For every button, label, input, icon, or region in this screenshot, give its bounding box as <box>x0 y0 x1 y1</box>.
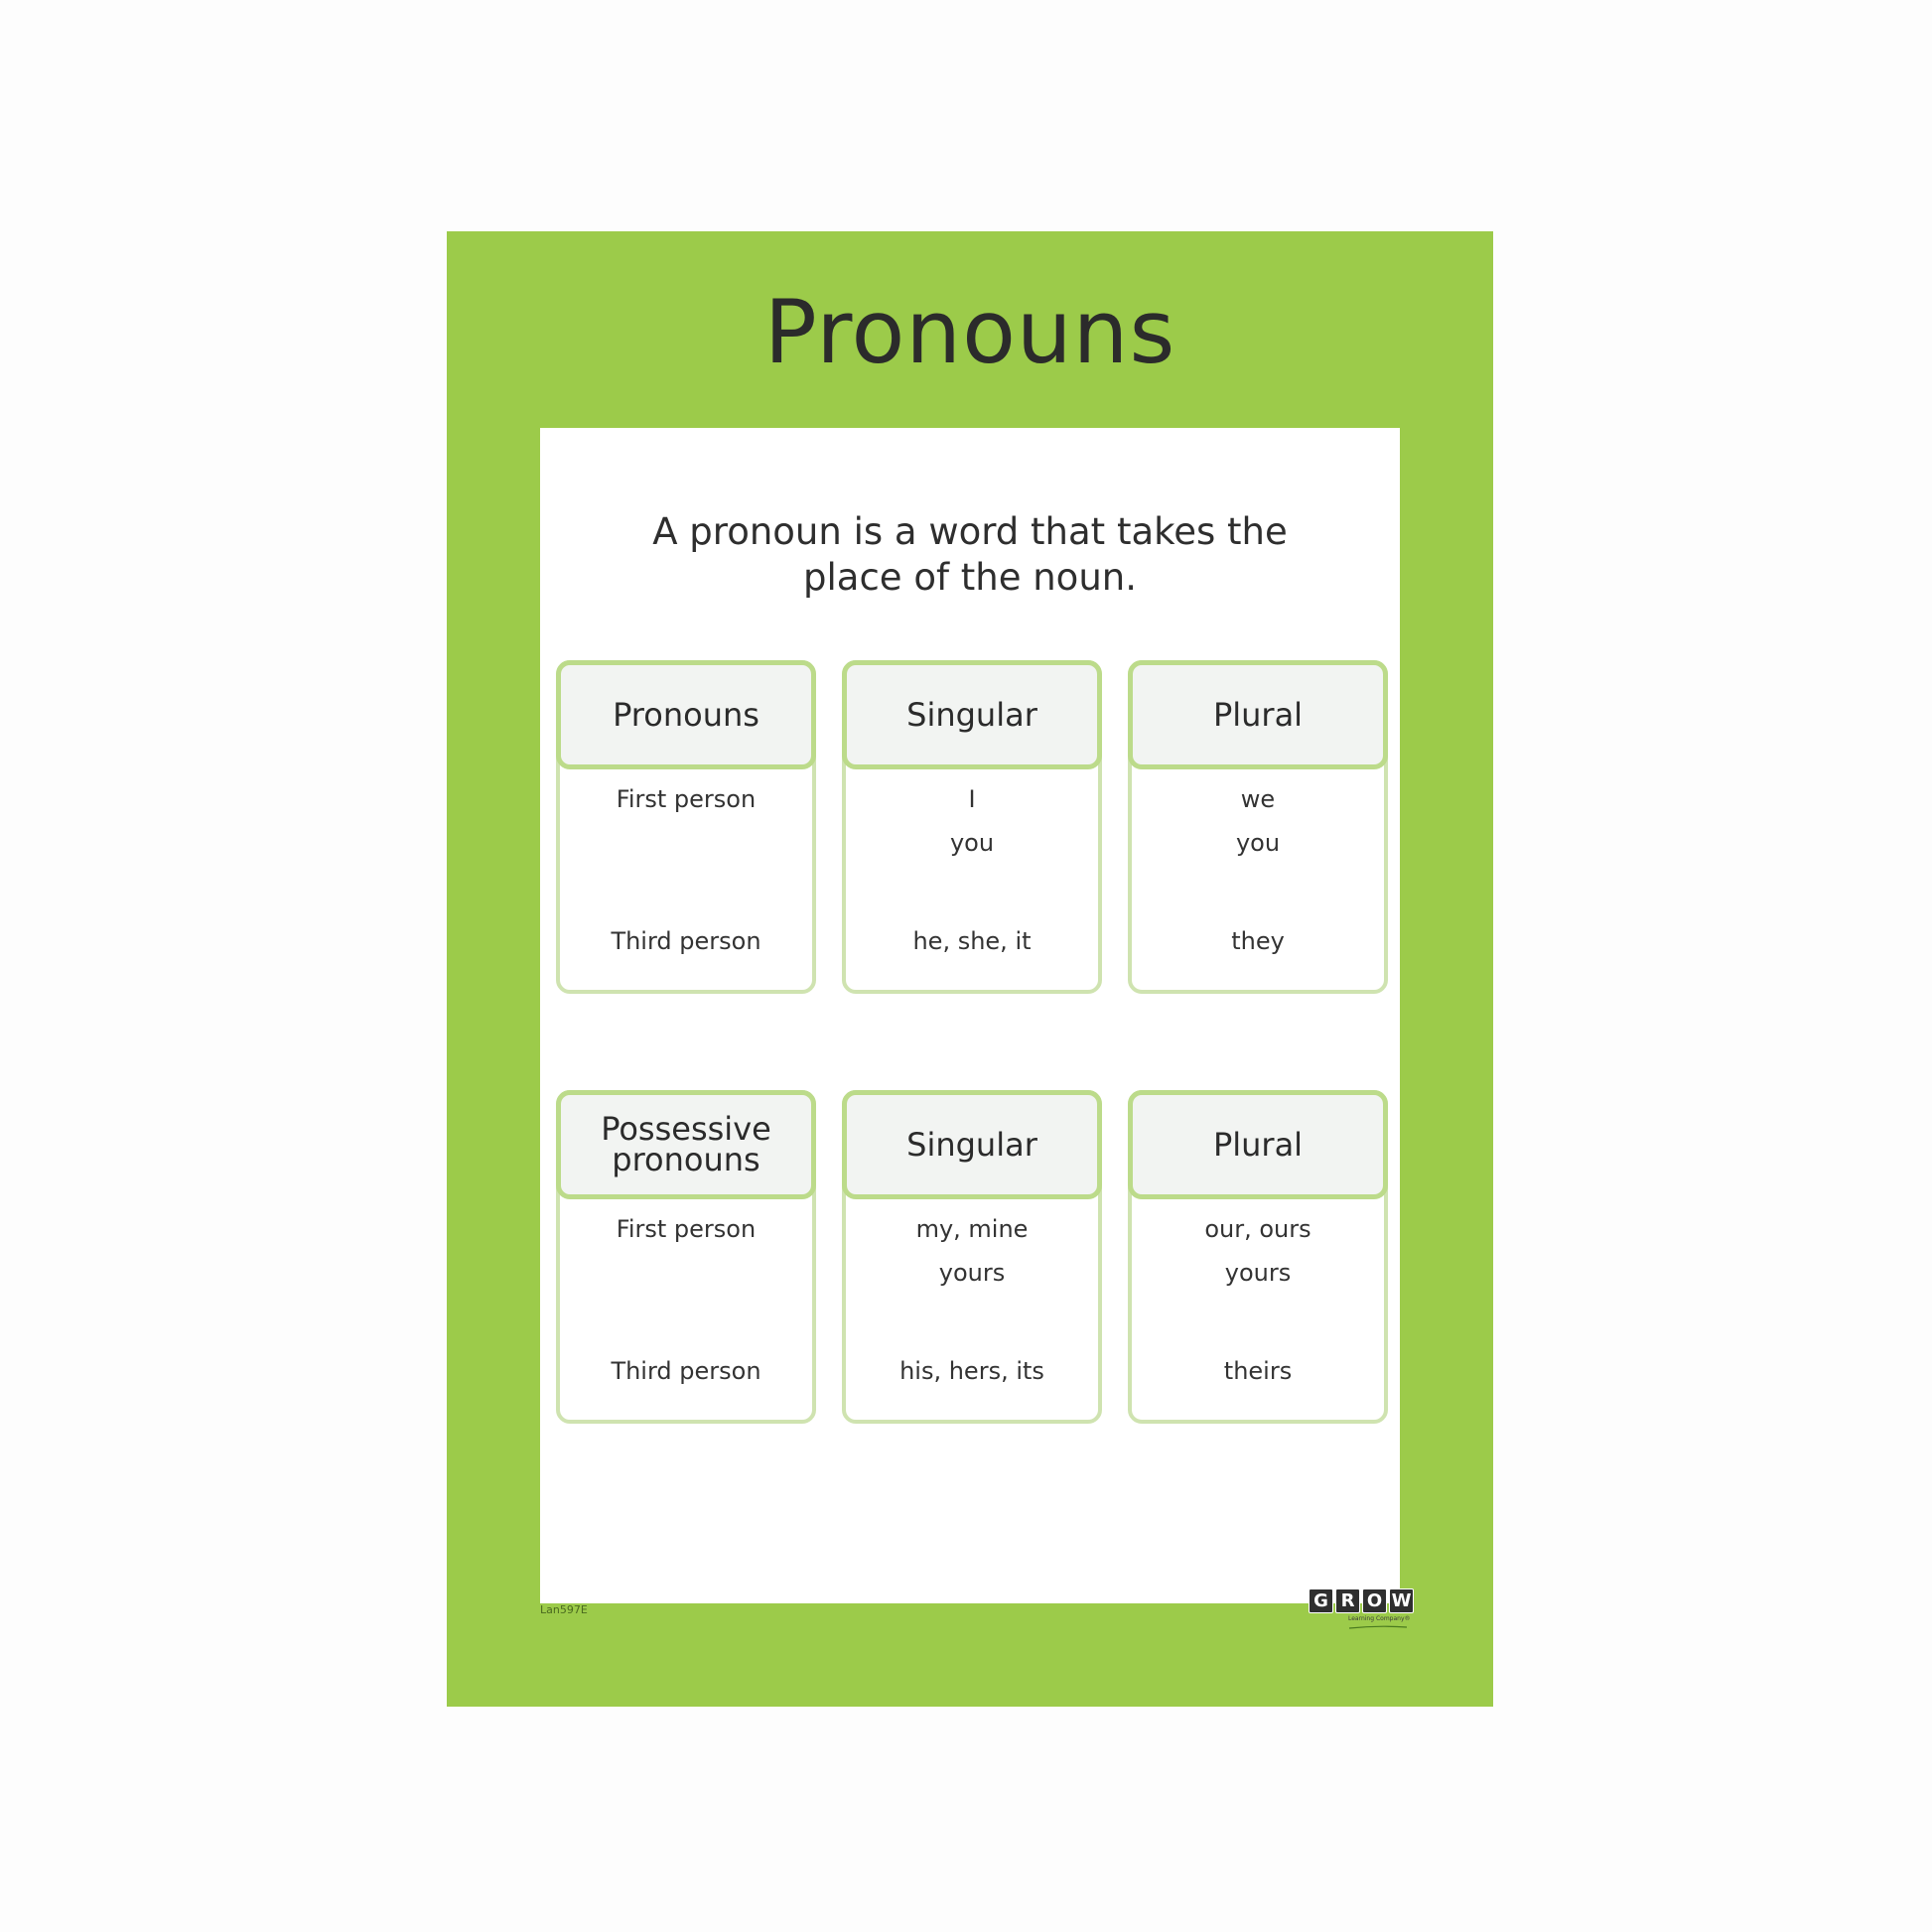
column-header: Singular <box>842 660 1102 769</box>
column-header: Plural <box>1128 1090 1388 1199</box>
logo-letters <box>1309 1588 1418 1613</box>
table-cell: you <box>1235 829 1281 857</box>
column-header: Pronouns <box>556 660 816 769</box>
plural-column-card <box>1128 660 1388 994</box>
possessive-column-card <box>556 1090 816 1424</box>
table-cell: they <box>1231 927 1285 955</box>
table-cell: yours <box>1224 1259 1292 1287</box>
table-cell: my, mine <box>915 1215 1029 1243</box>
table-cell: theirs <box>1223 1357 1293 1385</box>
table-cell: I <box>968 785 976 813</box>
table-cell: Third person <box>611 927 761 955</box>
table-cell: First person <box>616 1215 757 1243</box>
table-cell: his, hers, its <box>899 1357 1044 1385</box>
poster-title: Pronouns <box>763 281 1176 383</box>
logo-letter: G <box>1309 1588 1333 1613</box>
possessive-pronouns-table <box>556 1090 1384 1422</box>
poster <box>447 231 1493 1707</box>
singular-column-card <box>842 1090 1102 1424</box>
column-header: Singular <box>842 1090 1102 1199</box>
singular-column-card <box>842 660 1102 994</box>
grow-logo <box>1309 1588 1418 1632</box>
content-panel <box>540 428 1400 1603</box>
table-cell: you <box>949 829 995 857</box>
table-cell: he, she, it <box>912 927 1032 955</box>
logo-tagline: Learning Company® <box>1348 1615 1411 1622</box>
product-code: Lan597E <box>540 1603 588 1616</box>
column-header: Plural <box>1128 660 1388 769</box>
logo-letter: W <box>1389 1588 1414 1613</box>
pronouns-table <box>556 660 1384 992</box>
column-header: Possessive pronouns <box>556 1090 816 1199</box>
logo-letter: R <box>1335 1588 1360 1613</box>
table-cell: First person <box>616 785 757 813</box>
plural-column-card <box>1128 1090 1388 1424</box>
table-cell: Third person <box>611 1357 761 1385</box>
pronouns-column-card <box>556 660 816 994</box>
logo-swoosh-icon <box>1348 1624 1408 1630</box>
table-cell: yours <box>938 1259 1006 1287</box>
logo-letter: O <box>1362 1588 1387 1613</box>
table-cell: we <box>1240 785 1276 813</box>
definition-text: A pronoun is a word that takes the place of the noun. <box>652 510 1288 599</box>
table-cell: our, ours <box>1204 1215 1311 1243</box>
